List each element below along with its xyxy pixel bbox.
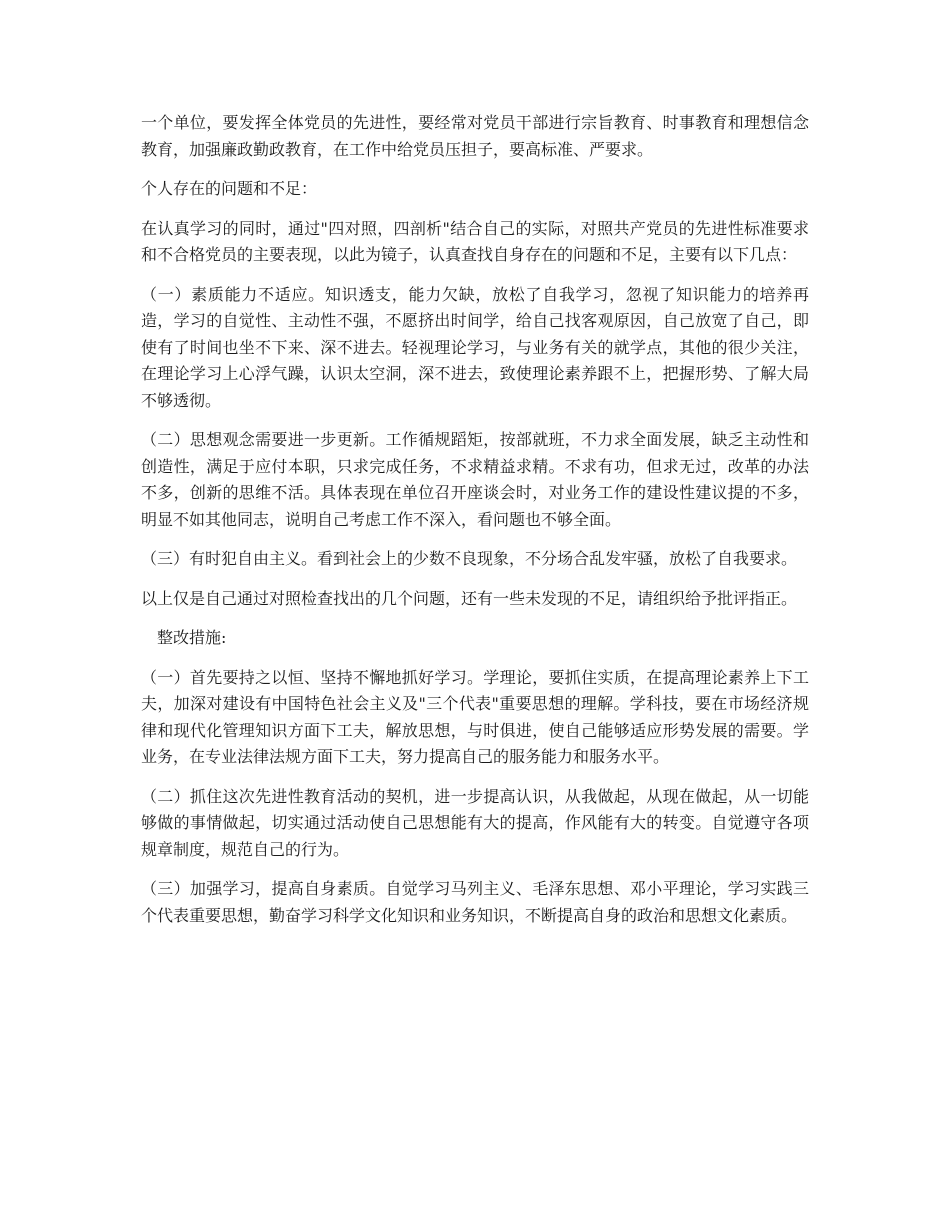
measure-item-1: （一）首先要持之以恒、坚持不懈地抓好学习。学理论，要抓住实质，在提高理论素养上下工夫，加深对建设有中国特色社会主义及"三个代表"重要思想的理解。学科技，要在市场经济规律和现代化管理知识方面下工夫，解放思想，与时俱进，使自己能够适应形势发展的需要。学业务，在专业法律法规方面下工夫，努力提高自己的服务能力和服务水平。 bbox=[141, 667, 809, 766]
section-heading-measures: 整改措施: bbox=[157, 628, 227, 647]
measure-item-3: （三）加强学习，提高自身素质。自觉学习马列主义、毛泽东思想、邓小平理论，学习实践三个代表重要思想，勤奋学习科学文化知识和业务知识，不断提高自身的政治和思想文化素质。 bbox=[141, 879, 809, 925]
problem-item-2: （二）思想观念需要进一步更新。工作循规蹈矩，按部就班，不力求全面发展，缺乏主动性和创造性，满足于应付本职，只求完成任务，不求精益求精。不求有功，但求无过，改革的办法不多，创新的思维不活。具体表现在单位召开座谈会时，对业务工作的建设性建议提的不多，明显不如其他同志，说明自己考虑工作不深入，看问题也不够全面。 bbox=[141, 430, 809, 529]
paragraph-summary: 以上仅是自己通过对照检查找出的几个问题，还有一些未发现的不足，请组织给予批评指正。 bbox=[141, 588, 798, 608]
section-heading-problems: 个人存在的问题和不足： bbox=[141, 179, 318, 198]
measure-item-2: （二）抓住这次先进性教育活动的契机，进一步提高认识，从我做起，从现在做起，从一切能够做的事情做起，切实通过活动使自己思想能有大的提高，作风能有大的转变。自觉遵守各项规章制度，规范自己的行为。 bbox=[141, 786, 809, 859]
paragraph-intro: 一个单位，要发挥全体党员的先进性，要经常对党员干部进行宗旨教育、时事教育和理想信念教育，加强廉政勤政教育，在工作中给党员压担子，要高标准、严要求。 bbox=[141, 113, 809, 159]
document-body bbox=[141, 110, 809, 942]
problem-item-1: （一）素质能力不适应。知识透支，能力欠缺，放松了自我学习，忽视了知识能力的培养再造，学习的自觉性、主动性不强，不愿挤出时间学，给自己找客观原因，自己放宽了自己，即使有了时间也坐不下来、深不进去。轻视理论学习，与业务有关的就学点，其他的很少关注，在理论学习上心浮气躁，认识太空洞，深不进去，致使理论素养跟不上，把握形势、了解大局不够透彻。 bbox=[141, 284, 809, 410]
paragraph-self-review: 在认真学习的同时，通过"四对照，四剖析"结合自己的实际，对照共产党员的先进性标准要求和不合格党员的主要表现，以此为镜子，认真查找自身存在的问题和不足，主要有以下几点： bbox=[141, 218, 809, 264]
problem-item-3: （三）有时犯自由主义。看到社会上的少数不良现象，不分场合乱发牢骚，放松了自我要求。 bbox=[141, 549, 798, 568]
